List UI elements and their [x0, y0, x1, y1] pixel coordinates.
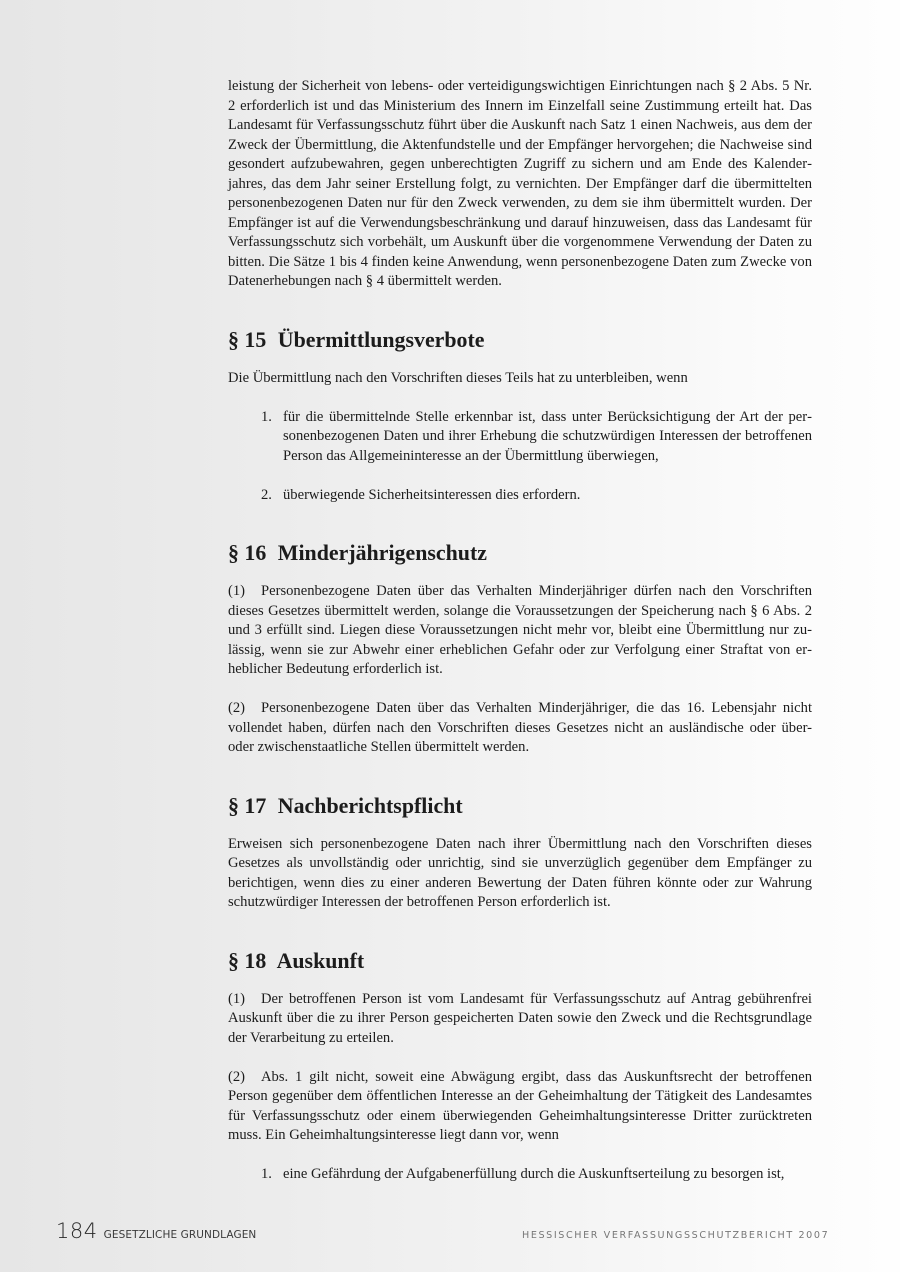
list-item	[228, 486, 812, 506]
paragraph-text: Personenbezogene Daten über das Verhalten Minderjähriger, die das 16. Lebensjahr nicht vollendet haben, dürfen nach den Vorschriften dieses Gesetzes nicht an ausländische oder über- oder zwischenstaatliche Stellen übermittelt werden.	[228, 700, 812, 755]
spacer	[228, 1048, 812, 1068]
publication-title: HESSISCHER VERFASSUNGSSCHUTZBERICHT 2007	[522, 1230, 830, 1241]
spacer	[228, 349, 812, 369]
paragraph-text: Erweisen sich personenbezogene Daten nach ihrer Übermittlung nach den Vorschriften dieses Gesetzes als unvollständig oder unrichtig, sind sie unverzüglich gegenüber dem Empfänger zu berichtigen, wenn dies zu einer anderen Bewertung der Daten führen könnte oder zur Wahrung schutzwürdiger Interessen der betroffenen Person erforderlich ist.	[228, 835, 812, 910]
paragraph-number: (2)	[228, 700, 246, 716]
section-title: Übermittlungsverbote	[277, 326, 485, 352]
spacer	[228, 388, 812, 408]
section-heading	[228, 540, 812, 565]
list-item	[228, 408, 812, 467]
paragraph-number: (2)	[228, 1068, 246, 1085]
list-item	[228, 1165, 812, 1185]
paragraph	[228, 990, 812, 1049]
spacer	[228, 292, 812, 330]
section-number: § 17	[228, 792, 267, 818]
section-number: § 18	[228, 947, 267, 973]
section-intro: Die Übermittlung nach den Vorschriften dieses Teils hat zu unterbleiben, wenn	[228, 369, 688, 386]
section-heading	[228, 792, 812, 818]
section-title: Minderjährigenschutz	[277, 540, 487, 565]
chapter-label: GESETZLICHE GRUNDLAGEN	[103, 1229, 257, 1241]
list-item-number: 1.	[261, 408, 272, 425]
section-title: Nachberichtspflicht	[277, 792, 463, 818]
list-item-number: 1.	[261, 1166, 272, 1182]
page-footer-left	[56, 1219, 256, 1243]
spacer	[228, 1146, 812, 1166]
spacer	[228, 680, 812, 700]
section-heading	[228, 947, 812, 973]
section-number: § 16	[228, 540, 267, 565]
spacer	[228, 466, 812, 486]
paragraph-text: Der betroffenen Person ist vom Landesamt für Verfassungsschutz auf Antrag gebührenfrei Auskunft über die zu ihrer Person gespeicherten Daten sowie den Zweck und die Rechtsgrundlage der Verarbeitung zu erteilen.	[228, 990, 812, 1046]
list-item-number: 2.	[261, 486, 272, 503]
page-body	[228, 77, 812, 1185]
paragraph-number: (1)	[228, 583, 246, 599]
spacer	[228, 970, 812, 990]
spacer	[228, 758, 812, 796]
section-16	[228, 540, 812, 758]
spacer	[228, 563, 812, 583]
section-title: Auskunft	[276, 947, 365, 973]
section-heading	[228, 326, 812, 352]
spacer	[228, 913, 812, 951]
continuation-paragraph: leistung der Sicherheit von lebens- oder verteidigungswichtigen Einrichtungen nach § 2 Abs. 5 Nr. 2 erforderlich ist und das Ministerium des Innern im Einzelfall seine Zustimmung erteilt hat. Das Landesamt für Verfassungsschutz führt über die Auskunft nach Satz 1 einen Nachweis, aus dem der Zweck der Übermittlung, die Aktenfundstelle und der Empfänger hervorgehen; die Nachweise sind gesondert aufzubewahren, gegen unberechtigten Zugriff zu sichern und am Ende des Kalenderjahres, das dem Jahr seiner Erstellung folgt, zu vernichten. Der Empfänger darf die übermittelten personenbezogenen Daten nur für den Zweck verwenden, zu dem sie ihm übermittelt wurden. Der Empfänger ist auf die Verwendungsbeschränkung und darauf hinzuweisen, dass das Landesamt für Verfassungsschutz sich vorbehält, um Auskunft über die vorgenommene Verwendung der Daten zu bitten. Die Sätze 1 bis 4 finden keine Anwendung, wenn personenbezogene Daten zum Zwecke von Datenerhebungen nach § 4 übermittelt werden.	[228, 78, 812, 289]
list-item-text: überwiegende Sicherheitsinteressen dies erfordern.	[283, 486, 581, 503]
list-item-text: eine Gefährdung der Aufgabenerfüllung durch die Auskunftserteilung zu besorgen ist,	[283, 1166, 785, 1182]
paragraph-text: Abs. 1 gilt nicht, soweit eine Abwägung ergibt, dass das Auskunftsrecht der betroffenen Person gegenüber dem öffentlichen Interesse an der Geheimhaltung der Tätigkeit des Landesamtes für Verfassungsschutz oder einem überwiegenden Geheimhaltungsinteresse Dritter zurücktreten muss. Ein Geheimhaltungsinteresse liegt dann vor, wenn	[228, 1068, 812, 1143]
section-17	[228, 792, 812, 913]
spacer	[228, 815, 812, 835]
section-number: § 15	[228, 326, 267, 352]
paragraph-text: Personenbezogene Daten über das Verhalten Minderjähriger dürfen nach den Vorschriften dieses Gesetzes übermittelt werden, solange die Voraussetzungen der Speicherung nach § 6 Abs. 2 und 3 erfüllt sind. Liegen diese Voraussetzungen nicht mehr vor, bleibt eine Übermittlung nur zulässig, wenn sie zur Abwehr einer erheblichen Gefahr oder zur Verfolgung einer Straftat von erheblicher Bedeutung erforderlich ist.	[228, 583, 812, 677]
list-item-text: für die übermittelnde Stelle erkennbar ist, dass unter Berücksichtigung der Art der personenbezogenen Daten und ihrer Erhebung die schutzwürdigen Interessen der betroffenen Person das Allgemeininteresse an der Übermittlung überwiegen,	[283, 408, 812, 464]
page-number: 184	[56, 1219, 98, 1243]
paragraph-number: (1)	[228, 990, 246, 1007]
section-18	[228, 947, 812, 1185]
section-15	[228, 326, 812, 506]
numbered-list	[228, 408, 812, 506]
numbered-list	[228, 1165, 812, 1185]
paragraph	[228, 582, 812, 680]
paragraph	[228, 699, 812, 758]
paragraph	[228, 1068, 812, 1146]
spacer	[228, 505, 812, 543]
